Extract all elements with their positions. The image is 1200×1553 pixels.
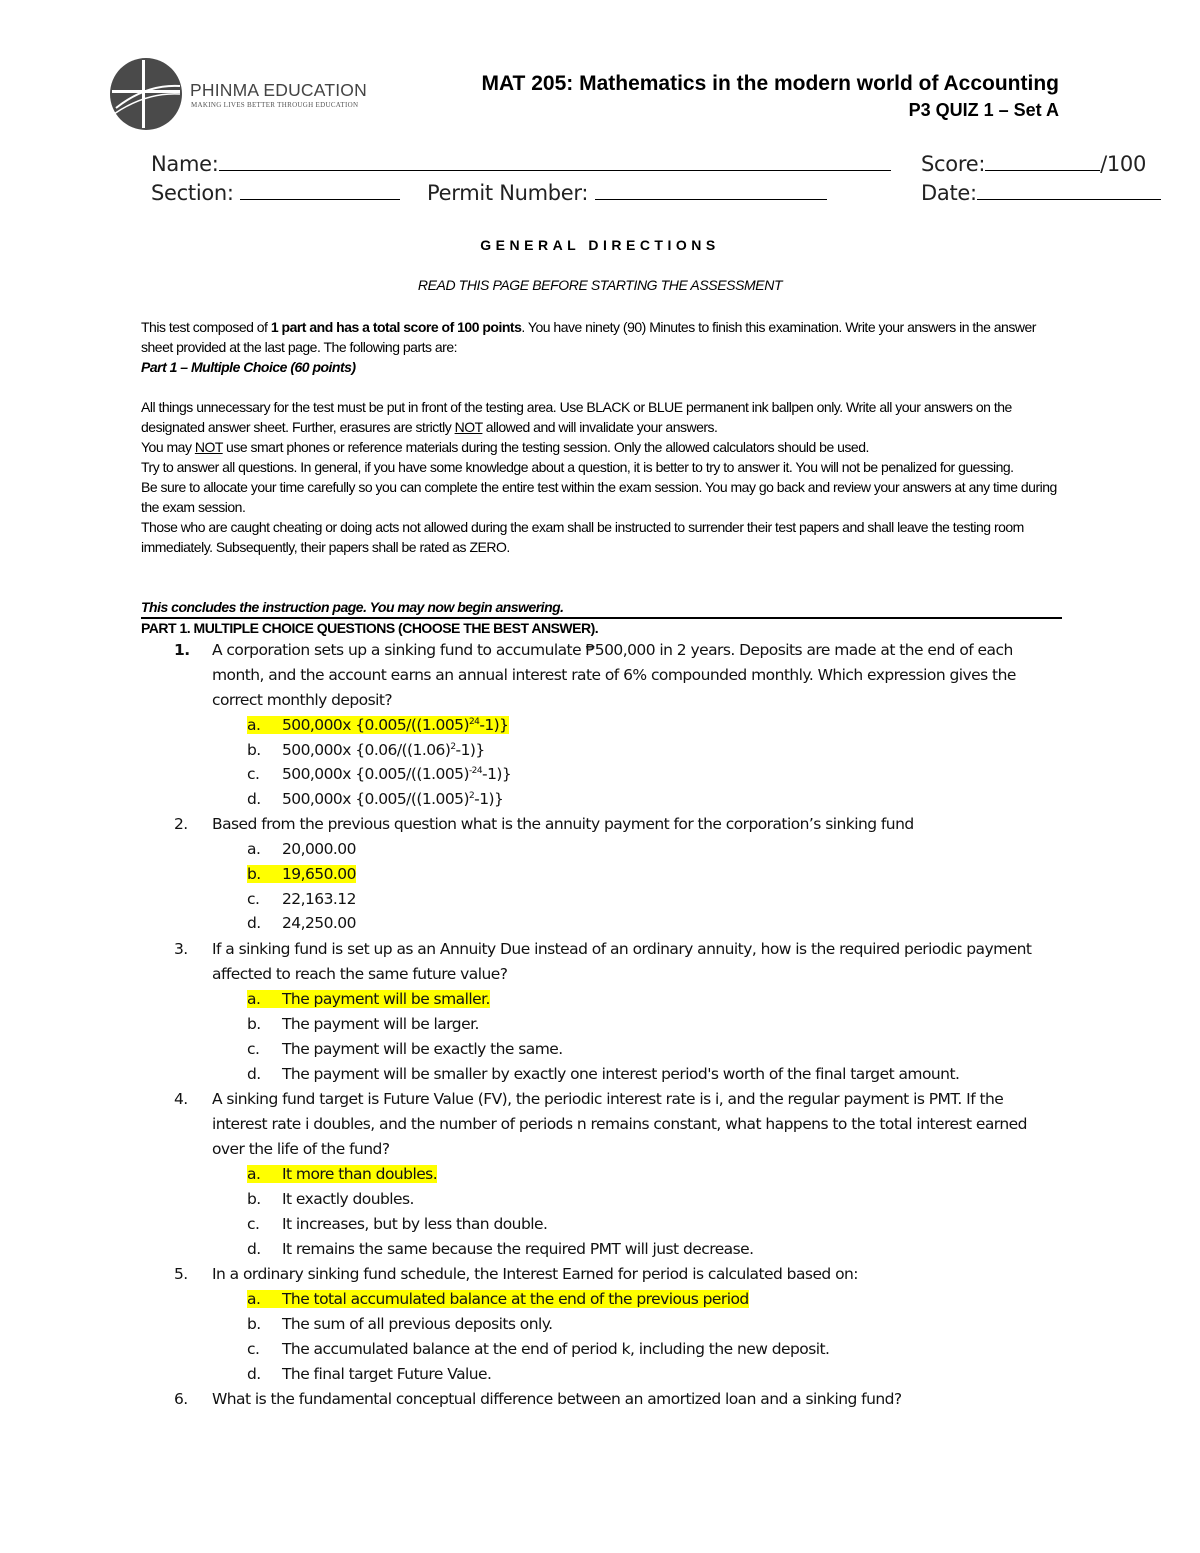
name-label: Name: [151,152,219,176]
quiz-title: P3 QUIZ 1 – Set A [908,100,1059,120]
option-4a[interactable]: a. It more than doubles. [247,1165,438,1183]
option-4c[interactable]: c. It increases, but by less than double. [247,1215,548,1233]
option-5a[interactable]: a. The total accumulated balance at the end of the previous period [247,1290,749,1308]
score-field[interactable] [921,152,1146,176]
score-label: Score: [921,152,986,176]
option-3a[interactable]: a. The payment will be smaller. [247,990,490,1008]
option-1b[interactable]: b. 500,000x $\{0.06/((1.06)^2-1)\}$ [247,741,485,759]
phinma-logo-icon [106,56,186,132]
permit-field[interactable] [427,181,827,205]
option-4b[interactable]: b. It exactly doubles. [247,1190,414,1208]
score-total: /100 [1100,152,1147,176]
section-label: Section: [151,181,234,205]
date-label: Date: [921,181,977,205]
option-5b[interactable]: b. The sum of all previous deposits only. [247,1315,553,1333]
rules-paragraph: All things unnecessary for the test must be put in front of the testing area. Use BLACK or BLUE permanent ink ballpen only. Write all your answers on the designated answer sheet. Further, erasures are strictly NOT allowed and will invalidate your answers. You may NOT use smart phones or reference materials during the testing session. Only the allowed calculators should be used. Try to answer all questions. In general, if you have some knowledge about a question, it is better to try to answer it. You will not be penalized for guessing. Be sure to allocate your time carefully so you can complete the entire test within the exam session. You may go back and review your answers at any time during the exam session. Those who are caught cheating or doing acts not allowed during the exam shall be instructed to surrender their test papers and shall leave the testing room immediately. Subsequently, their papers shall be rated as ZERO. [141,399,1057,555]
part-line: Part 1 – Multiple Choice (60 points) [141,359,356,375]
option-2d[interactable]: d. 24,250.00 [247,914,356,932]
option-2b[interactable]: b. 19,650.00 [247,865,356,883]
part1-heading: PART 1. MULTIPLE CHOICE QUESTIONS (CHOOSE THE BEST ANSWER). [141,620,599,636]
option-5d[interactable]: d. The final target Future Value. [247,1365,492,1383]
intro-bold: 1 part and has a total score of 100 points [270,319,522,335]
option-2a[interactable]: a. 20,000.00 [247,840,356,858]
divider [141,617,1062,619]
question-text: If a sinking fund is set up as an Annuity Due instead of an ordinary annuity, how is the required periodic payment affected to reach the same future value? [212,940,1032,983]
name-field[interactable] [151,152,891,176]
logo-wordmark: PHINMA EDUCATION [190,80,367,100]
rule-time: Be sure to allocate your time carefully so you can complete the entire test within the exam session. You may go back and review your answers at any time during the exam session. [141,479,1057,515]
option-5c[interactable]: c. The accumulated balance at the end of period k, including the new deposit. [247,1340,830,1358]
section-field[interactable] [151,181,400,205]
rule-cheating: Those who are caught cheating or doing acts not allowed during the exam shall be instructed to surrender their test papers and shall leave the testing room immediately. Subsequently, their papers shall be rated as ZERO. [141,519,1024,555]
rule-guessing: Try to answer all questions. In general, if you have some knowledge about a question, it is better to try to answer it. You will not be penalized for guessing. [141,459,1014,475]
directions-subtitle: READ THIS PAGE BEFORE STARTING THE ASSESSMENT [417,277,783,293]
question-text: A sinking fund target is Future Value (FV), the periodic interest rate is i, and the regular payment is PMT. If the interest rate i doubles, and the number of periods n remains constant, what happens to the total interest earned over the life of the fund? [212,1090,1027,1158]
directions-title: GENERAL DIRECTIONS [480,237,720,253]
option-1a[interactable]: a. 500,000x $\{0.005/((1.005)^{24}-1)\}$ [247,716,509,734]
permit-label: Permit Number: [427,181,589,205]
date-field[interactable] [921,181,1161,205]
option-3c[interactable]: c. The payment will be exactly the same. [247,1040,563,1058]
option-2c[interactable]: c. 22,163.12 [247,890,356,908]
question-text: Based from the previous question what is the annuity payment for the corporation’s sinking fund [212,815,914,833]
question-text: In a ordinary sinking fund schedule, the Interest Earned for period is calculated based on: [212,1265,858,1283]
option-1d[interactable]: d. 500,000x $\{0.005/((1.005)^2-1)\}$ [247,790,504,808]
conclusion-line: This concludes the instruction page. You may now begin answering. [141,599,564,615]
question-text: A corporation sets up a sinking fund to accumulate ₱500,000 in 2 years. Deposits are made at the end of each month, and the account earns an annual interest rate of 6% compounded monthly. Which expression gives the correct monthly deposit? [212,641,1016,709]
question-text: What is the fundamental conceptual difference between an amortized loan and a sinking fund? [212,1390,902,1408]
option-4d[interactable]: d. It remains the same because the required PMT will just decrease. [247,1240,754,1258]
logo-tagline: MAKING LIVES BETTER THROUGH EDUCATION [191,101,359,109]
option-1c[interactable]: c. 500,000x $\{0.005/((1.005)^{-24}-1)\}$ [247,765,512,783]
intro-paragraph: This test composed of 1 part and has a total score of 100 points. You have ninety (90) Minutes to finish this examination. Write your answers in the answer sheet provided at the last page. The following parts are: Part 1 – Multiple Choice (60 points) [141,319,1036,375]
course-title: MAT 205: Mathematics in the modern world of Accounting [481,72,1059,95]
option-3d[interactable]: d. The payment will be smaller by exactly one interest period's worth of the final target amount. [247,1065,960,1083]
option-3b[interactable]: b. The payment will be larger. [247,1015,479,1033]
